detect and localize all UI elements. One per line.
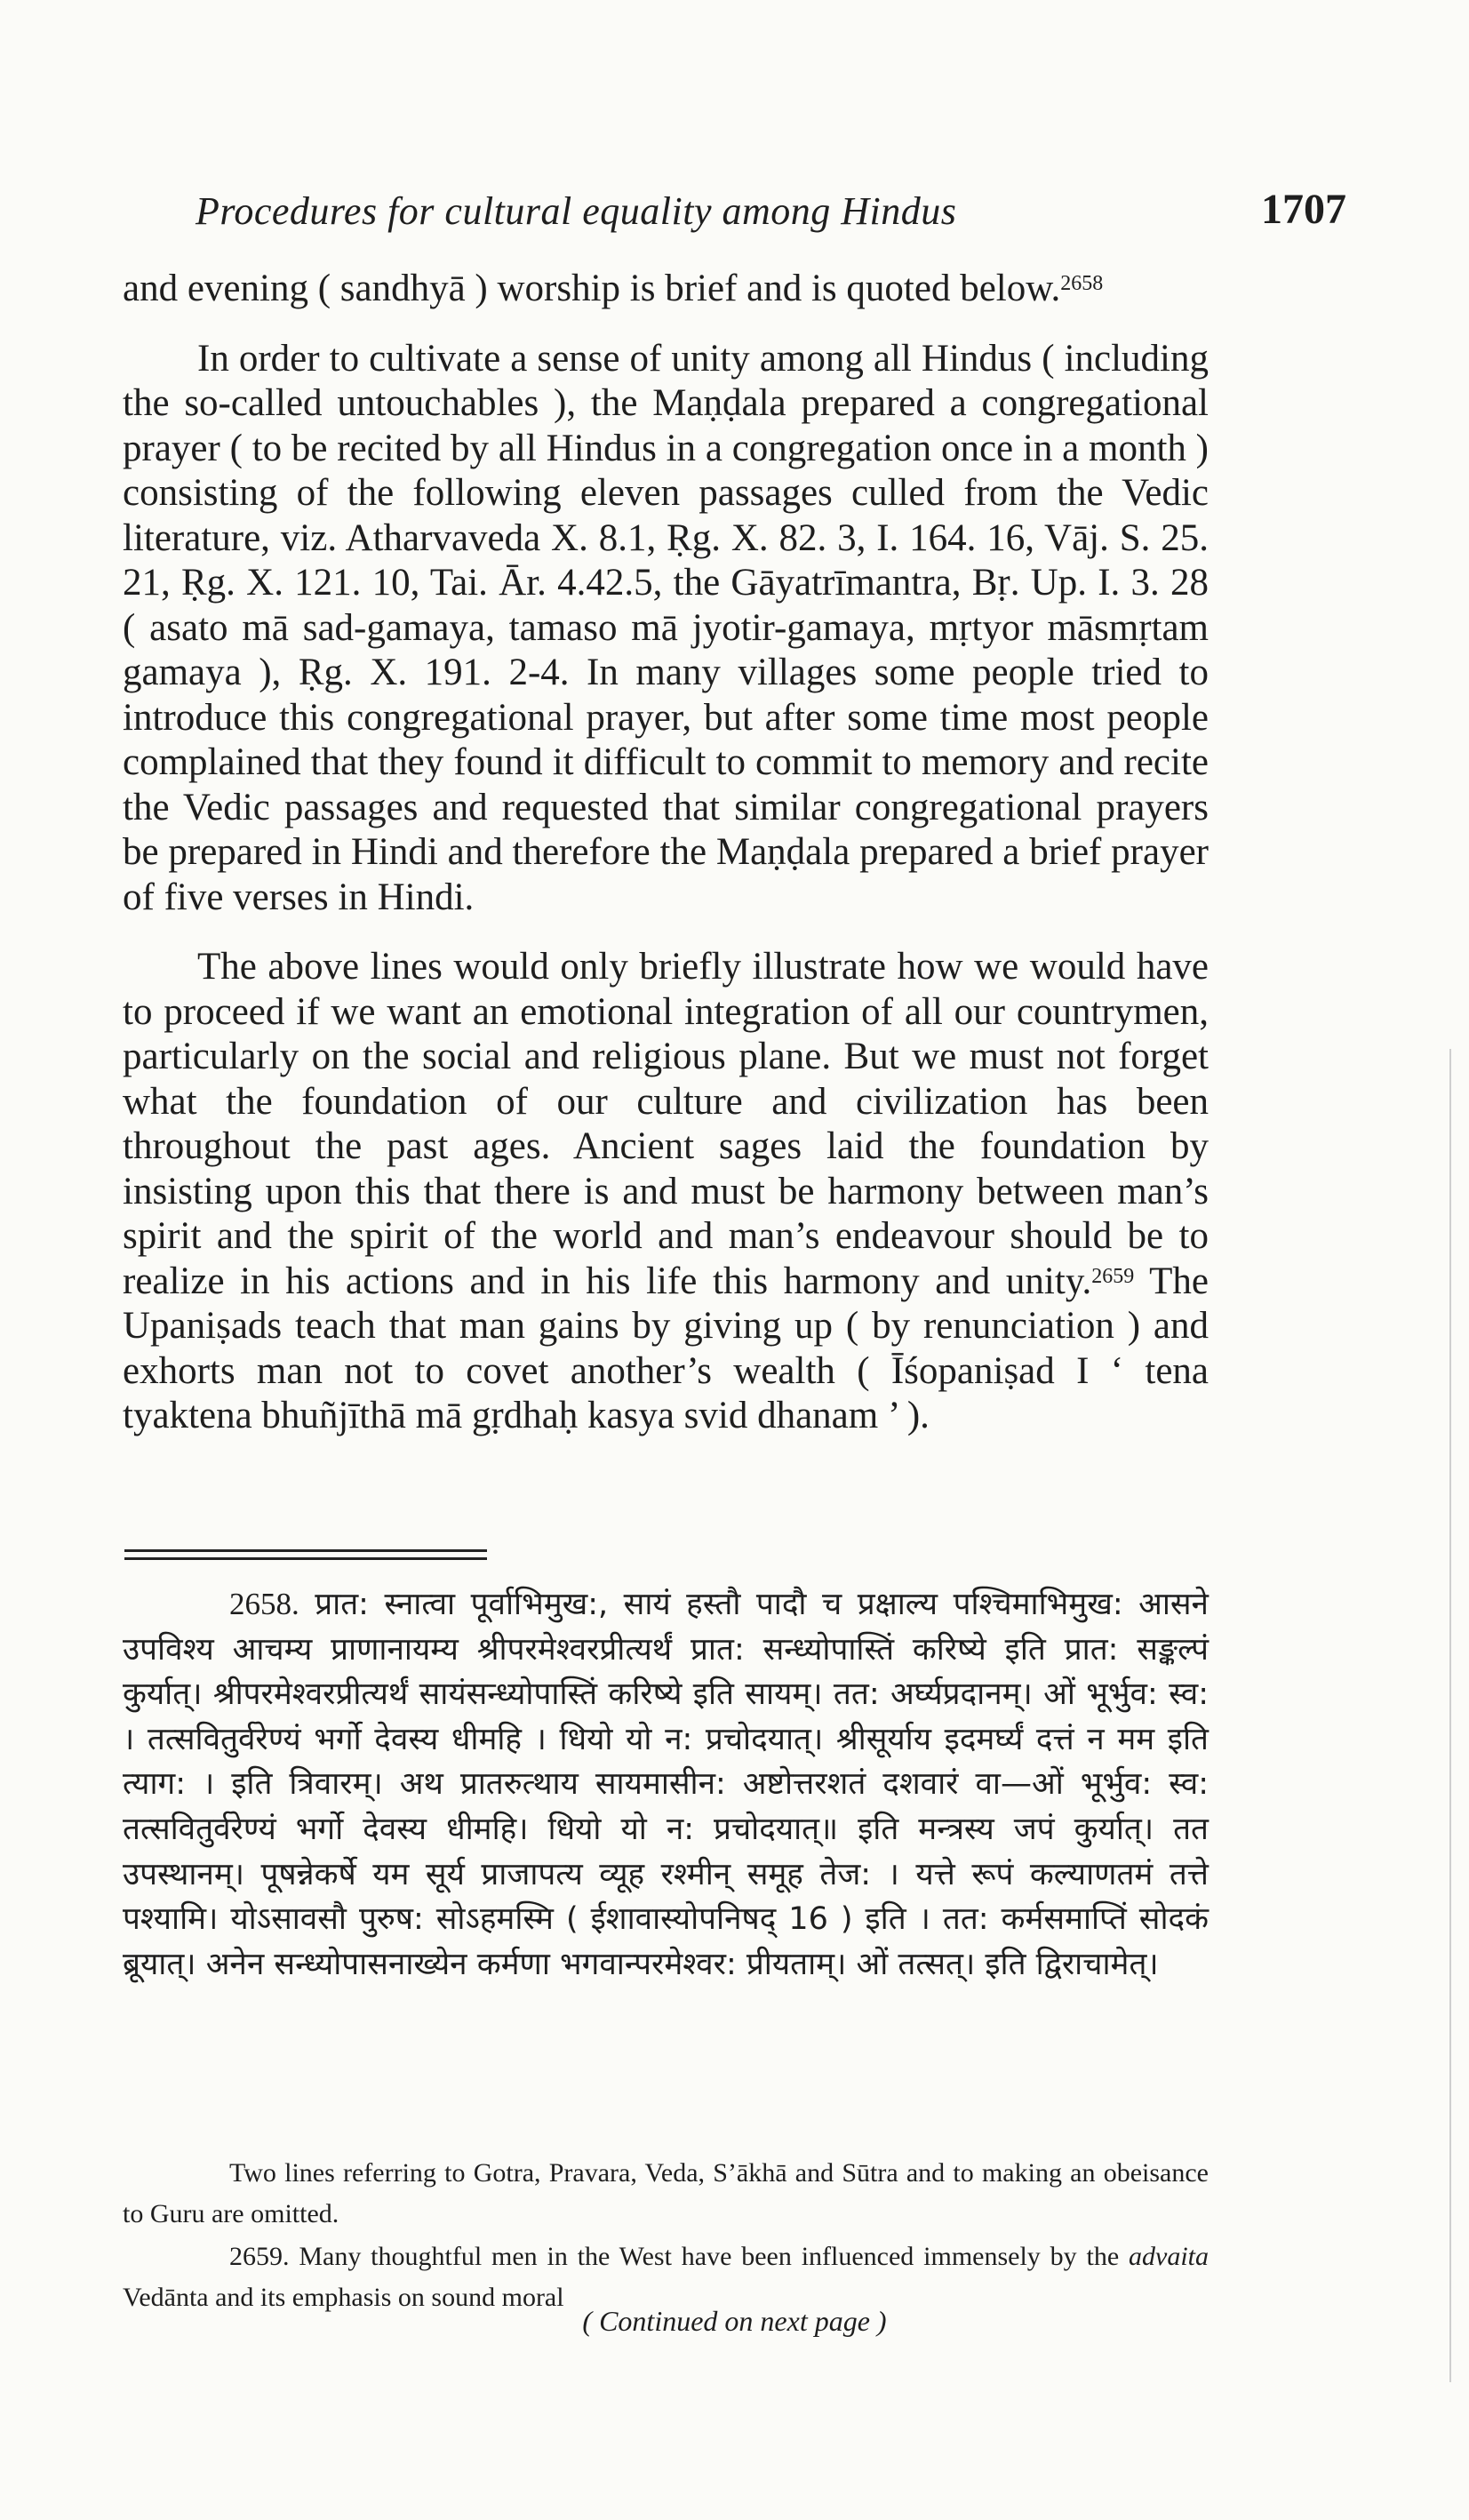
separator-line [124, 1549, 487, 1552]
paragraph-text: The Upaniṣads teach that man gains by giving up ( by renunciation ) and exhorts man not to covet another’s wealth ( Īśopaniṣad I ‘ tena tyaktena bhuñjīthā mā gṛdhaḥ kasya svid dhanam ’ ). [123, 1260, 1209, 1436]
page-number: 1707 [1261, 186, 1346, 233]
running-head: Procedures for cultural equality among Hindus [196, 189, 957, 233]
paragraph-text: The above lines would only briefly illustrate how we would have to proceed if we want an emotional integration of all our countrymen, particularly on the social and religious plane. But we must not forget what the foundation of our culture and civilization has been throughout the past ages. Ancient sages laid the foundation by insisting upon this that there is and must be harmony between man’s spirit and the spirit of the world and man’s endeavour should be to realize in his actions and in his life this harmony and unity. [123, 946, 1209, 1302]
page-header [123, 188, 1346, 242]
footnote-number: 2658. [229, 1587, 299, 1621]
footnote-ref: 2658 [1060, 272, 1104, 295]
continued-notice: ( Continued on next page ) [582, 2305, 887, 2337]
main-text [123, 267, 1209, 1439]
footnote-note-text: Two lines referring to Gotra, Pravara, Veda, S’ākhā and Sūtra and to making an obeisance to Guru are omitted. [123, 2158, 1209, 2228]
footnote-ref: 2659 [1091, 1264, 1135, 1288]
footnote-text: Many thoughtful men in the West have been influenced immensely by the [289, 2242, 1129, 2271]
footnote-2658-note [123, 2153, 1209, 2235]
paragraph-emotional-integration [123, 945, 1209, 1439]
footnote-2658 [123, 1582, 1209, 1987]
footnote-number: 2659. [229, 2242, 290, 2271]
footnote-sanskrit-text: प्रात: स्नात्वा पूर्वाभिमुख:, सायं हस्तौ पादौ च प्रक्षाल्य पश्चिमाभिमुख: आसने उपविश्य आचम्य प्राणानायम्य श्रीपरमेश्वरप्रीत्यर्थं प्रात: सन्ध्योपास्तिं करिष्ये इति प्रात: सङ्कल्पं कुर्यात्। श्रीपरमेश्वरप्रीत्यर्थं सायंसन्ध्योपास्तिं करिष्ये इति सायम्। तत: अर्घ्यप्रदानम्। ओं भूर्भुव: स्व: । तत्सवितुर्वरेण्यं भर्गो देवस्य धीमहि । धियो यो न: प्रचोदयात्। श्रीसूर्याय इदमर्घ्यं दत्तं न मम इति त्याग: । इति त्रिवारम्। अथ प्रातरुत्थाय सायमासीन: अष्टोत्तरशतं दशवारं वा—ओं भूर्भुव: स्व: तत्सवितुर्वरेण्यं भर्गो देवस्य धीमहि। धियो यो न: प्रचोदयात्॥ इति मन्त्रस्य जपं कुर्यात्। तत उपस्थानम्। पूषन्नेकर्षे यम सूर्य प्राजापत्य व्यूह रश्मीन् समूह तेज: । यत्ते रूपं कल्याणतमं तत्ते पश्यामि। योऽसावसौ पुरुष: सोऽहमस्मि ( ईशावास्योपनिषद् 16 ) इति । तत: कर्मसमाप्तिं सोदकं ब्रूयात्। अनेन सन्ध्योपासनाख्येन कर्मणा भगवान्परमेश्वर: प्रीयताम्। ओं तत्सत्। इति द्विराचामेत्। [123, 1587, 1209, 1982]
paragraph-continuation [123, 267, 1209, 312]
footnote-text: Vedānta and its emphasis on sound moral [123, 2283, 564, 2312]
page-edge-line [1449, 1049, 1451, 2382]
separator-line [124, 1557, 487, 1560]
paragraph-congregational-prayer: In order to cultivate a sense of unity among all Hindus ( including the so-called untouchables ), the Maṇḍala prepared a congregational prayer ( to be recited by all Hindus in a congregation once in a month ) consisting of the following eleven passages culled from the Vedic literature, viz. Atharvaveda X. 8.1, Ṛg. X. 82. 3, I. 164. 16, Vāj. S. 25. 21, Ṛg. X. 121. 10, Tai. Ār. 4.42.5, the Gāyatrīmantra, Bṛ. Up. I. 3. 28 ( asato mā sad-gamaya, tamaso mā jyotir-gamaya, mṛtyor māsmṛtam gamaya ), Ṛg. X. 191. 2-4. In many villages some people tried to introduce this congregational prayer, but after some time most people complained that they found it difficult to commit to memory and recite the Vedic passages and requested that similar congregational prayers be prepared in Hindi and therefore the Maṇḍala prepared a brief prayer of five verses in Hindi. [123, 337, 1209, 918]
paragraph-text: and evening ( sandhyā ) worship is brief and is quoted below. [123, 268, 1061, 309]
footnote-italic-term: advaita [1129, 2242, 1209, 2271]
footnote-separator [124, 1549, 487, 1565]
